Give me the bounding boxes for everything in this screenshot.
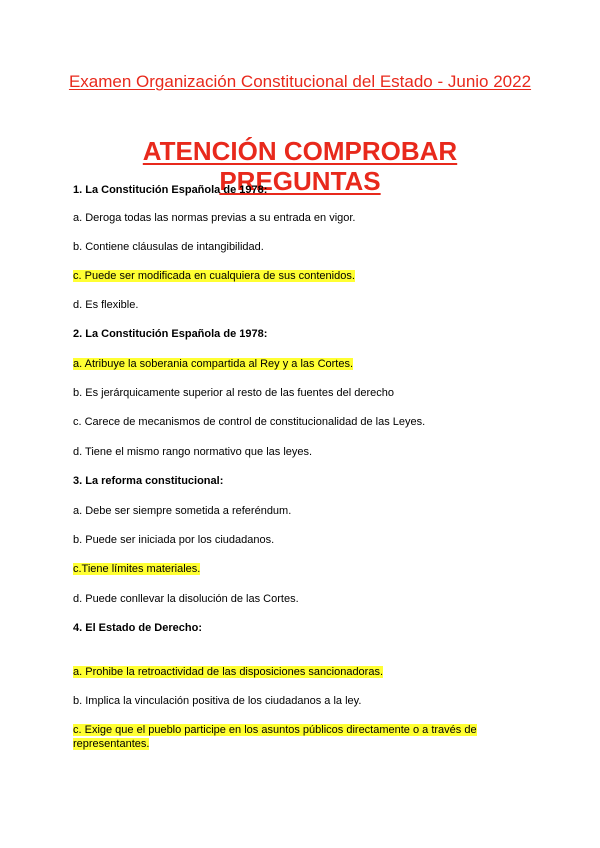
document-title: Examen Organización Constitucional del Estado - Junio 2022 [68, 72, 532, 91]
question-2-option-d: d. Tiene el mismo rango normativo que las leyes. [73, 446, 313, 458]
question-3: 3. La reforma constitucional: [73, 475, 224, 487]
question-2-option-b: b. Es jerárquicamente superior al resto de las fuentes del derecho [73, 387, 395, 399]
question-3-option-b: b. Puede ser iniciada por los ciudadanos. [73, 534, 275, 546]
question-2-option-c: c. Carece de mecanismos de control de constitucionalidad de las Leyes. [73, 416, 426, 428]
question-1: 1. La Constitución Española de 1978: [73, 184, 268, 196]
question-4-option-b: b. Implica la vinculación positiva de los ciudadanos a la ley. [73, 695, 362, 707]
alert-heading: ATENCIÓN COMPROBAR PREGUNTAS [142, 136, 458, 196]
highlighted-answer: c.Tiene límites materiales. [73, 563, 201, 575]
question-4-option-a-highlighted [73, 665, 383, 679]
highlighted-answer: c. Exige que el pueblo participe en los asuntos públicos directamente o a través de representantes. [73, 724, 477, 750]
question-2-option-a-highlighted [73, 357, 353, 371]
question-3-option-c-highlighted [73, 562, 200, 576]
highlighted-answer: a. Prohibe la retroactividad de las disposiciones sancionadoras. [73, 666, 384, 678]
question-2: 2. La Constitución Española de 1978: [73, 328, 268, 340]
question-1-option-c-highlighted [73, 269, 355, 283]
question-1-option-b: b. Contiene cláusulas de intangibilidad. [73, 241, 264, 253]
question-1-option-a: a. Deroga todas las normas previas a su entrada en vigor. [73, 212, 356, 224]
question-4-option-c-highlighted [73, 723, 493, 751]
question-3-option-a: a. Debe ser siempre sometida a referéndum. [73, 505, 292, 517]
highlighted-answer: c. Puede ser modificada en cualquiera de sus contenidos. [73, 270, 355, 282]
question-1-option-d: d. Es flexible. [73, 299, 139, 311]
highlighted-answer: a. Atribuye la soberania compartida al Rey y a las Cortes. [73, 358, 354, 370]
question-3-option-d: d. Puede conllevar la disolución de las Cortes. [73, 593, 299, 605]
question-4: 4. El Estado de Derecho: [73, 622, 202, 634]
